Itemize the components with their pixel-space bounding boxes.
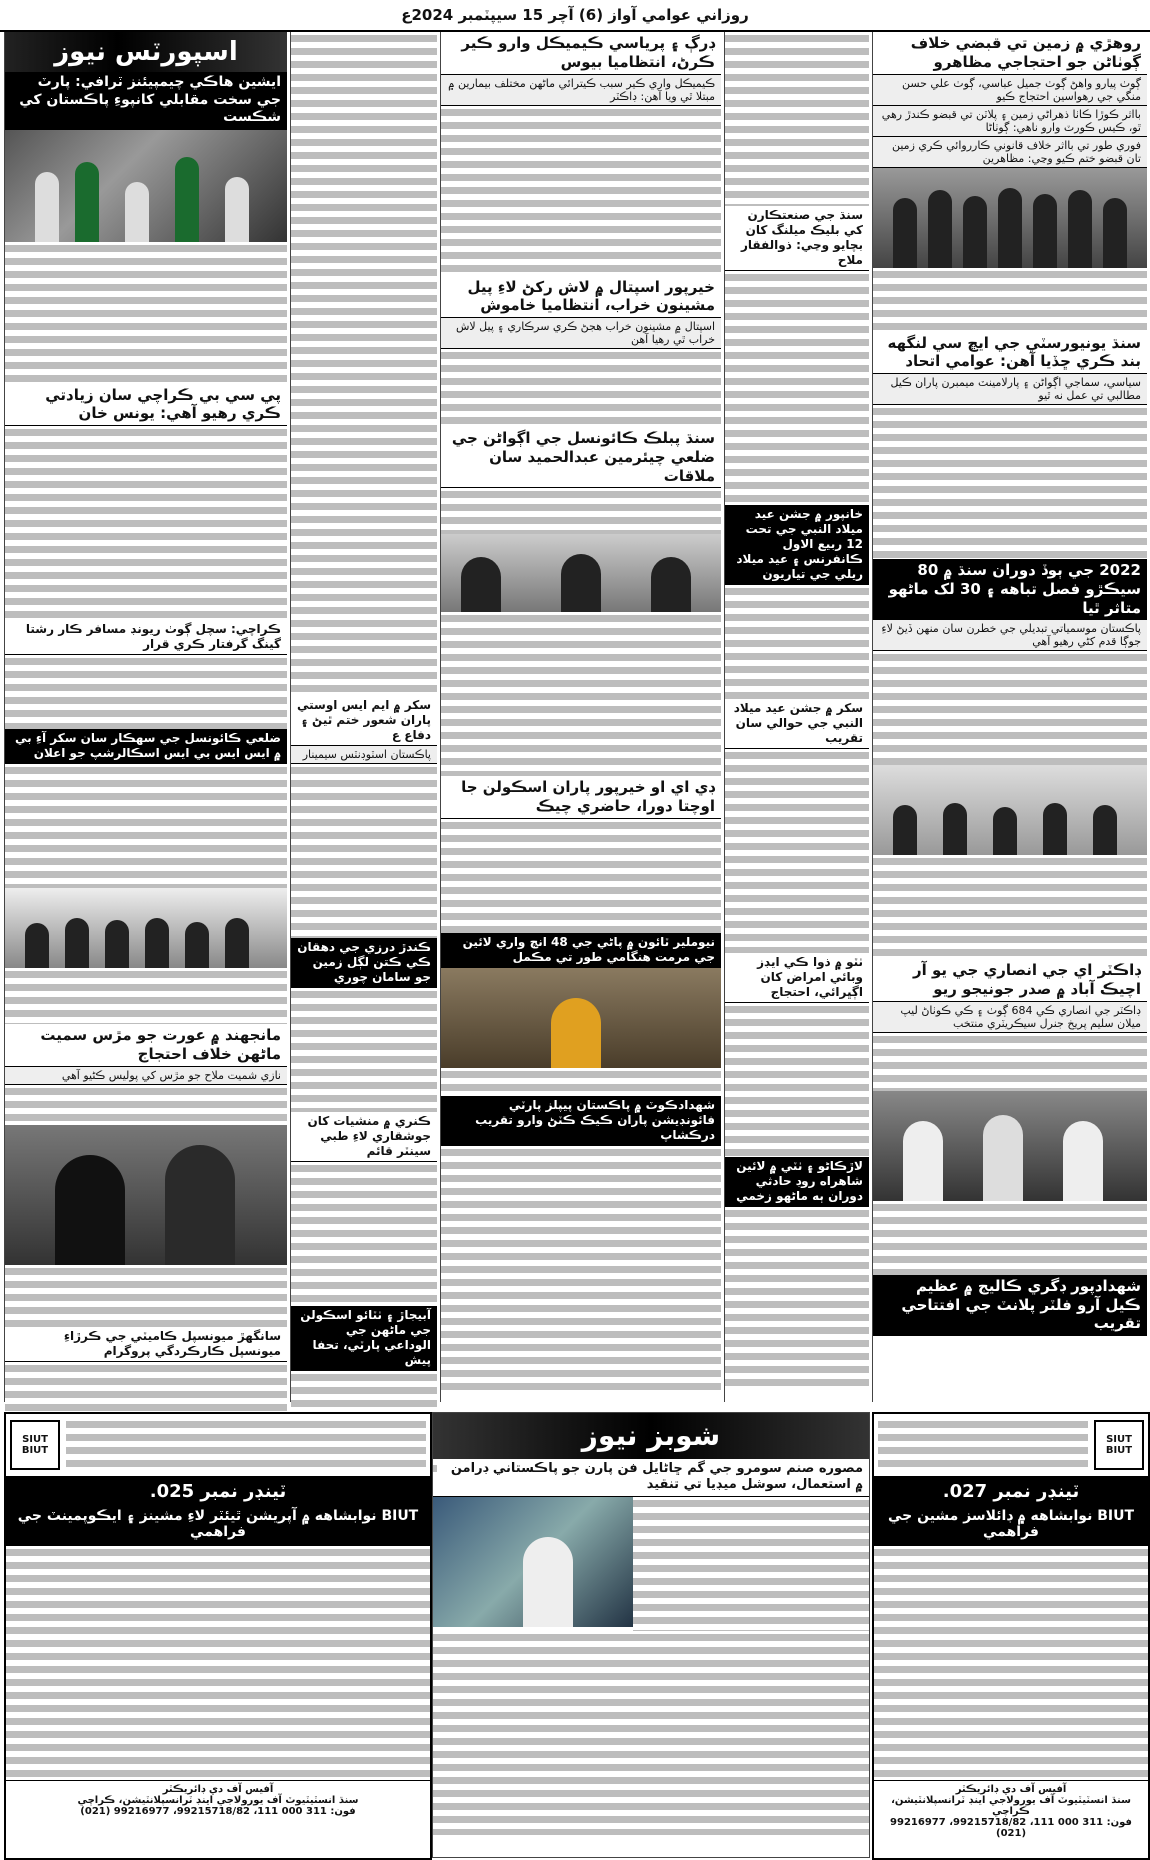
masthead-text: روزاني عوامي آواز (6) آچر 15 سيپٽمبر 2024ع [401,6,749,24]
tender-ad-left-header [6,1414,430,1477]
tender-ad-right-signature: آفيس آف دي ڊائريڪٽر سنڌ انسٽيٽيوٽ آف يورولاجي اينڊ ٽرانسپلانٽيشن، ڪراچي فون: 311 000 111، 99215718/82، 99216977 (021) [874,1780,1148,1842]
ansari-photo [873,1091,1147,1201]
ppp-headline: شهدادڪوٽ ۾ پاڪستان پيپلز پارٽي فائونڊيشن پاران ڪيڪ ڪٽڻ وارو تقريب درڪشاپ [441,1096,721,1146]
col2-body-b [291,764,437,938]
col2-small-5: آبيجاڙ ۽ ٺٽائو اسڪولن جي ماڻهن جي الوداعي پارٽي، تحفا پيش [291,1306,437,1371]
col2-small-4: ڪنري ۾ منشيات کان جوشقاري لاءِ طبي سينٽر قائم [291,1112,437,1162]
ansari-body-2 [873,1201,1147,1275]
sukkur-body [725,749,869,953]
hospital-headline: خيرپور اسپتال ۾ لاش رکڻ لاءِ پيل مشينون خراب، انتظاميا خاموش [441,276,721,319]
university-headline: سنڌ يونيورسٽي جي ايڇ سي لنگهه بند ڪري ڇڏيا آهن: عوامي اتحاد [873,332,1147,375]
land-protest-sub-2: بااثر ڪوڙا ڪاٺا ذهراڻي زمين ۽ پلاٽن تي قبضو ڪندڙ رهي ٿو، ڪيس ڪورٽ وارو ناهي: ڳوٺاڻا [873,106,1147,137]
tender-ad-left-signature: آفيس آف دي ڊائريڪٽر سنڌ انسٽيٽيوٽ آف يورولاجي اينڊ ٽرانسپلانٽيشن، ڪراچي فون: 311 000 111، 99215718/82، 99216977 (021) [6,1780,430,1820]
ansari-body [873,1033,1147,1091]
col4-body-a [725,32,869,206]
tender-ad-right-intro [878,1418,1088,1472]
thatta-body [725,1003,869,1157]
university-subheadline: سياسي، سماجي اڳواڻن ۽ پارلامينٽ ميمبرن پاران ڪيل مطالبي تي عمل نه ٿيو [873,374,1147,405]
sanghar-headline: سانگهڙ ميونسپل ڪاميٽي جي ڪرڙاءِ ميونسپل ڪارڪردگي پروگرام [5,1327,287,1362]
industrialist-headline: سنڌ جي صنعتڪارن کي بليڪ ميلنگ کان بچايو وڃي: ذوالفقار ملاح [725,206,869,271]
tender-ad-left-intro [66,1418,426,1472]
flood-body [873,651,1147,765]
tender-ad-left-number: ٽينڊر نمبر 025. [6,1477,430,1506]
land-protest-photo [873,168,1147,268]
protest-body [5,1085,287,1125]
showbiz-banner: شوبز نيوز [433,1413,869,1459]
tender-ad-left-body [6,1546,430,1780]
sports-second-headline: پي سي بي ڪراچي سان زيادتي ڪري رهيو آهي: يونس خان [5,384,287,427]
column-4 [724,32,869,1402]
couple-photo [5,1125,287,1265]
tender-ad-left [4,1412,432,1860]
tender-ad-right-body [874,1546,1148,1780]
land-protest-body [873,268,1147,332]
council-meeting-body-2 [441,612,721,776]
siut-logo: SIUT BIUT [10,1420,60,1470]
council-body [5,764,287,888]
khanpur-headline: خانپور ۾ جشن عيد ميلاد النبي جي تحت 12 ربيع الاول ڪانفرنس ۽ عيد ميلاد ريلي جي تياريون [725,505,869,585]
showbiz-body-a [633,1497,869,1631]
land-protest-headline: روهڙي ۾ زمين تي قبضي خلاف ڳوٺاڻن جو احتجاجي مظاهرو [873,32,1147,75]
sports-banner: اسپورٽس نيوز [5,32,287,72]
filter-plant-headline: شهدادپور ڊگري ڪاليج ۾ عظيم ڪيل آرو فلٽر پلانٽ جي افتتاحي تقريب [873,1275,1147,1336]
flood-meeting-photo [873,765,1147,855]
sports-column [4,32,287,1402]
col2-body-c [291,988,437,1112]
showbiz-section [432,1412,870,1858]
flood-body-2 [873,855,1147,959]
school-visit-body [441,819,721,933]
meeting-photo [441,534,721,612]
sports-second-body [5,426,287,620]
ceremony-photo [5,888,287,968]
flood-headline: 2022 جي ٻوڏ دوران سنڌ ۾ 80 سيڪڙو فصل تباهه ۽ 30 لک ماڻهو متاثر ٿيا [873,559,1147,620]
karachi-headline: ڪراچي: سچل ڳوٺ ريونڊ مسافر ڪار رشتا گينگ گرفتار ڪري قرار [5,620,287,655]
showbiz-body-b [433,1631,869,1835]
industrialist-body [725,271,869,505]
col2-body-d [291,1162,437,1306]
siut-logo-right: SIUT BIUT [1094,1420,1144,1470]
khanpur-body [725,585,869,699]
council-headline: ضلعي ڪائونسل جي سهڪار سان سکر آءِ بي ۾ ايس ايس بي ايس اسڪالرشپ جو اعلان [5,729,287,764]
ansari-headline: ڊاڪٽر اي جي انصاري جي يو آر اچيڪ آباد ۾ صدر جونيجو ريو [873,959,1147,1002]
col2-body-a [291,32,437,696]
karachi-body [5,655,287,729]
sports-lead-body [5,242,287,384]
accident-body [725,1207,869,1391]
column-3 [440,32,721,1402]
council-meeting-headline: سنڌ پبلڪ ڪائونسل جي اڳواڻن جي ضلعي چيئرمين عبدالحميد سان ملاقات [441,427,721,488]
protest-headline: مانجهند ۾ عورت جو مڙس سميت ماڻهن خلاف احتجاج [5,1024,287,1067]
hospital-subheadline: اسپتال ۾ مشينون خراب هجڻ ڪري سرڪاري ۽ پيل لاش خراب ٿي رهيا آهن [441,318,721,349]
thatta-headline: ٺٽو ۾ ذوا ڪي ايڊز وبائي امراض کان اڳڀرائي، احتجاج [725,953,869,1003]
protest-subheadline: نازي شميت ملاح جو مڙس کي پوليس ڪڻيو آهي [5,1067,287,1085]
tender-ad-right-header [874,1414,1148,1477]
flood-subheadline: پاڪستان موسمياتي تبديلي جي خطرن سان منهن ڏيڻ لاءِ جوڳا قدم کڻي رهيو آهي [873,620,1147,651]
tender-ad-right-title: BIUT نوابشاهه ۾ ڊائلاسز مشين جي فراهمي [874,1506,1148,1546]
water-line-photo [441,968,721,1068]
tender-ad-right [872,1412,1150,1860]
protest-body-2 [5,1265,287,1327]
water-line-headline: نيوملير ٽائون ۾ پاڻي جي 48 انچ واري لائين جي مرمت هنگامي طور تي مڪمل [441,933,721,968]
hockey-photo [5,130,287,242]
col2-small-2: پاڪستان اسٽوڊنٽس سيمينار [291,746,437,764]
col2-small-1: سکر ۾ ايم ايس اوستي پاران شعور ختم ٿيڻ ۽ دفاع ع [291,696,437,746]
accident-headline: لاڙڪاڻو ۽ ٺٽي ۾ لائين شاهراه روڊ حادثي دوران ٻه ماڻهو زخمي [725,1157,869,1207]
chemical-body [441,106,721,276]
council-meeting-body [441,488,721,534]
tender-ad-right-number: ٽينڊر نمبر 027. [874,1477,1148,1506]
hospital-body [441,349,721,427]
school-visit-headline: ڊي اي او خيرپور پاران اسڪولن جا اوچتا دورا، حاضري چيڪ [441,776,721,819]
tender-ad-left-title: BIUT نوابشاهه ۾ آپريشن ٿيئٽر لاءِ مشينز ۽ ايڪوپمينٽ جي فراهمي [6,1506,430,1546]
ansari-subheadline: ڊاڪٽر جي انصاري ڪي 684 ڳوٺ ۽ ڪي ڪوٺاڻ ليپ ميلان سليم پريخ جنرل سيڪريٽري منتخب [873,1002,1147,1033]
sukkur-headline: سکر ۾ جشن عيد ميلاد النبي جي حوالي سان تقريب [725,699,869,749]
column-5 [872,32,1147,1402]
col2-small-3: ڪندڙ درزي جي دهقان ڪي ڪتن لڳل زمين جو سامان چوري [291,938,437,988]
chemical-subheadline: ڪيميڪل واري ڪير سبب ڪيترائي ماڻهن مختلف بيمارين ۾ مبتلا ٿي ويا آهن: ڊاڪٽر [441,75,721,106]
university-body [873,405,1147,559]
ppp-body [441,1146,721,1390]
showbiz-headline: مصوره صنم سومرو جي گم ڇاڻايل فن پارن جو پاڪستاني ڊرامن ۾ استعمال، سوشل ميڊيا تي تنقيد [433,1459,869,1497]
masthead [0,0,1150,32]
chemical-headline: ڊرڳ ۽ پرياسي ڪيميڪل وارو ڪير ڪرڻ، انتظاميا بيوس [441,32,721,75]
ceremony-body [5,968,287,1024]
showbiz-photo [433,1497,633,1627]
sports-lead-headline: ايشين هاڪي چيمپيئنز ٽرافي: پارٽ جي سخت مقابلي کانپوءِ پاڪستان کي شڪست [5,72,287,130]
water-line-body [441,1068,721,1096]
column-2 [290,32,437,1402]
land-protest-sub-3: فوري طور تي بااثر خلاف قانوني ڪارروائي ڪري زمين تان قبضو ختم ڪيو وڃي: مظاهرين [873,137,1147,168]
land-protest-sub-1: ڳوٺ پيارو واهڻ ڳوٺ جميل عباسي، ڳوٺ علي حسن منگي جي رهواسين احتجاج ڪيو [873,75,1147,106]
